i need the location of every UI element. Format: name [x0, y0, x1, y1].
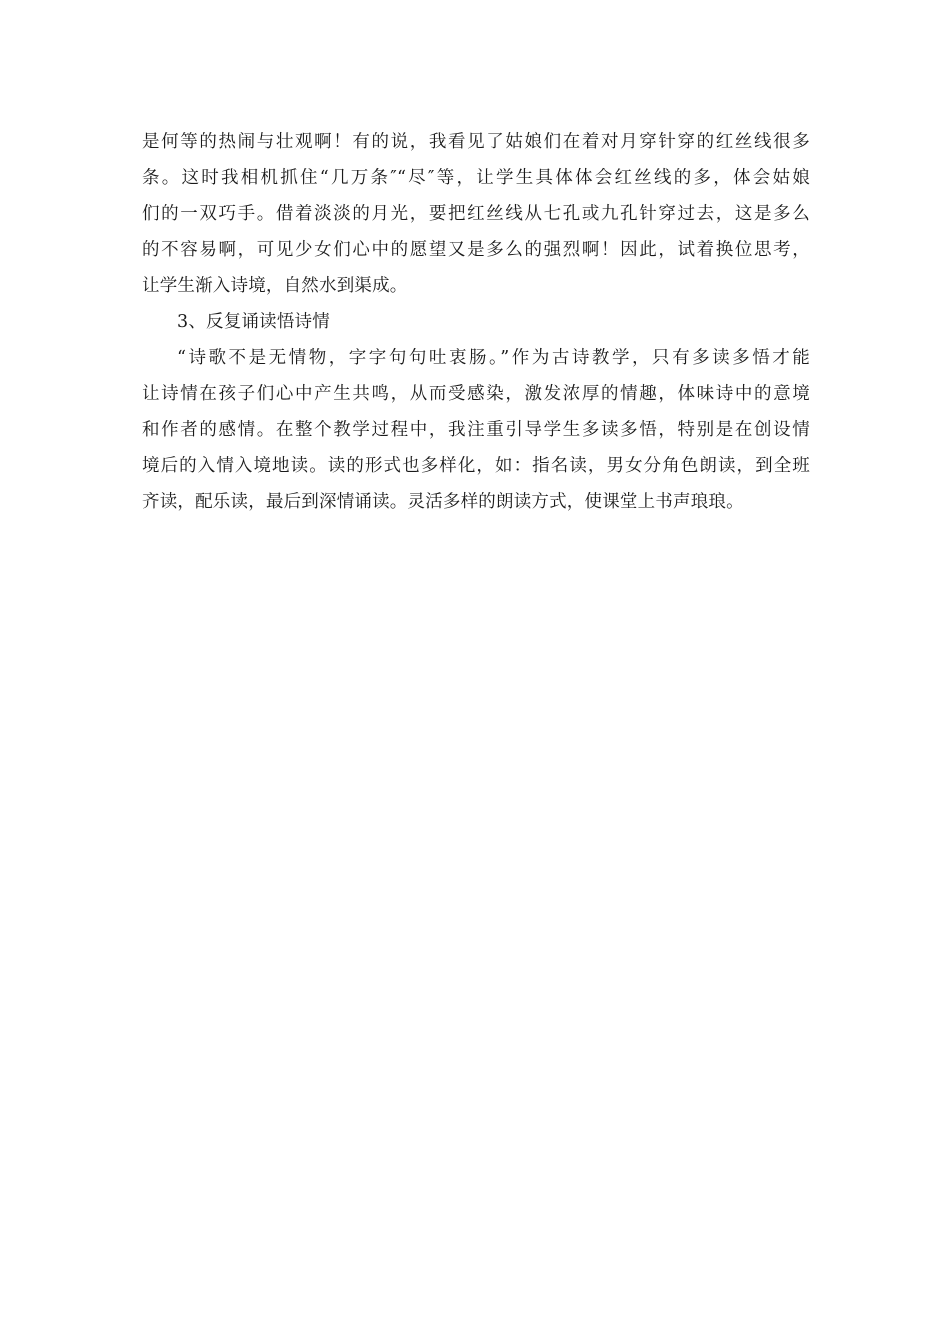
text-line: 条。这时我相机抓住“几万条″“尽″等，让学生具体体会红丝线的多，体会姑娘	[142, 168, 810, 188]
text-line: 和作者的感情。在整个教学过程中，我注重引导学生多读多悟，特别是在创设情	[142, 420, 810, 440]
text-line: 境后的入情入境地读。读的形式也多样化，如：指名读，男女分角色朗读，到全班	[142, 456, 810, 476]
text-line: 让学生渐入诗境，自然水到渠成。	[142, 276, 408, 296]
section-heading	[142, 304, 810, 340]
text-line: 的不容易啊，可见少女们心中的愿望又是多么的强烈啊！因此，试着换位思考，	[142, 240, 810, 260]
text-line: 是何等的热闹与壮观啊！有的说，我看见了姑娘们在着对月穿针穿的红丝线很多	[142, 132, 810, 152]
paragraph	[142, 340, 810, 520]
section-heading-text: 3、反复诵读悟诗情	[177, 312, 330, 332]
paragraph-continued	[142, 124, 810, 304]
text-line: 让诗情在孩子们心中产生共鸣，从而受感染，激发浓厚的情趣，体味诗中的意境	[142, 384, 810, 404]
text-line: 齐读，配乐读，最后到深情诵读。灵活多样的朗读方式，使课堂上书声琅琅。	[142, 492, 744, 512]
text-line: “诗歌不是无情物，字字句句吐衷肠。”作为古诗教学，只有多读多悟才能	[177, 348, 810, 368]
text-line: 们的一双巧手。借着淡淡的月光，要把红丝线从七孔或九孔针穿过去，这是多么	[142, 204, 810, 224]
document-body	[142, 124, 810, 520]
